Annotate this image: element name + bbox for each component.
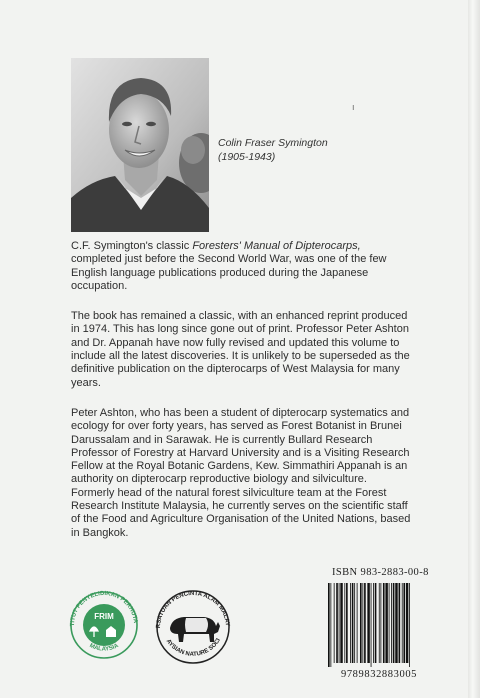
- paragraph-1: [71, 240, 411, 293]
- paragraph-2: The book has remained a classic, with an enhanced reprint produced in 1974. This has long since gone out of print. Professor Peter Ashton and Dr. Appanah have now fully revised and updated this volume to include all the latest discoveries. It is unlikely to be superseded as the definitive publication on the dipterocarps of West Malaysia for many years.: [71, 310, 410, 389]
- frim-ring-top: TITUT PENYELIDIKAN PERHUTA: [69, 590, 139, 627]
- barcode-bar: [362, 583, 363, 663]
- tapir-icon: [170, 617, 220, 642]
- barcode-bar: [330, 583, 331, 667]
- barcode-bar: [339, 583, 340, 663]
- barcode-bar: [328, 583, 330, 667]
- barcode-bar: [352, 583, 354, 663]
- caption-years: (1905-1943): [218, 151, 276, 163]
- portrait-illustration: [71, 58, 209, 232]
- p1-rest: completed just before the Second World War, was one of the few English language publications produced during the Japanese occupation.: [71, 253, 387, 292]
- barcode-bar: [350, 583, 351, 663]
- barcode: [328, 583, 432, 667]
- frim-logo: [66, 585, 142, 665]
- barcode-bar: [367, 583, 369, 663]
- portrait-caption: [218, 136, 328, 164]
- barcode-digits: 9789832883005: [340, 669, 418, 680]
- barcode-bar: [354, 583, 355, 663]
- mns-ring-bottom: AYSIAN NATURE SOCI: [164, 637, 222, 658]
- p1-book-title: Foresters' Manual of Dipterocarps,: [192, 240, 361, 252]
- barcode-bar: [357, 583, 358, 663]
- barcode-bar: [403, 583, 405, 663]
- barcode-bar: [334, 583, 335, 663]
- mns-logo: [150, 582, 236, 672]
- barcode-bar: [344, 583, 345, 663]
- frim-abbr: FRIM: [94, 612, 114, 621]
- barcode-bar: [391, 583, 392, 663]
- paragraph-3: Peter Ashton, who has been a student of dipterocarp systematics and ecology for over forty years, has served as Forest Botanist in Brunei Darussalam and in Sarawak. He is currently Bullard Research Professor of Forestry at Harvard University and is a Visiting Research Fellow at the Royal Botanic Gardens, Kew. Simmathiri Appanah is an authority on dipterocarp reproductive biology and silviculture. Formerly head of the natural forest silviculture team at the Forest Research Institute Malaysia, he currently serves on the scientific staff of the Food and Agriculture Organisation of the United Nations, based in Bangkok.: [71, 406, 411, 539]
- barcode-bar: [393, 583, 395, 663]
- barcode-bar: [399, 583, 401, 663]
- portrait-photo: [71, 58, 209, 232]
- isbn-label: ISBN 983-2883-00-8: [332, 567, 429, 578]
- barcode-bar: [402, 583, 403, 663]
- barcode-bar: [360, 583, 362, 663]
- barcode-bar: [375, 583, 377, 663]
- barcode-bar: [406, 583, 408, 663]
- page-edge: [468, 0, 480, 698]
- caption-name: Colin Fraser Symington: [218, 137, 328, 149]
- barcode-bar: [380, 583, 381, 663]
- mns-ring-top: RSATUAN PENCINTA ALAM MALAY: [155, 590, 230, 629]
- barcode-bar: [383, 583, 385, 663]
- barcode-bar: [373, 583, 374, 663]
- barcode-bar: [340, 583, 342, 663]
- frim-ring-bottom: MALAYSIA: [88, 642, 120, 653]
- barcode-bar: [395, 583, 397, 663]
- barcode-bar: [336, 583, 338, 663]
- barcode-bar: [389, 583, 390, 663]
- p1-lead: C.F. Symington's classic: [71, 240, 193, 252]
- barcode-bar: [409, 583, 410, 667]
- barcode-bar: [379, 583, 380, 663]
- back-cover-text: [71, 240, 411, 540]
- barcode-bar: [346, 583, 348, 663]
- barcode-bar: [364, 583, 366, 663]
- stray-mark: ı: [352, 102, 355, 112]
- barcode-bar: [385, 583, 387, 663]
- barcode-bar: [371, 583, 372, 667]
